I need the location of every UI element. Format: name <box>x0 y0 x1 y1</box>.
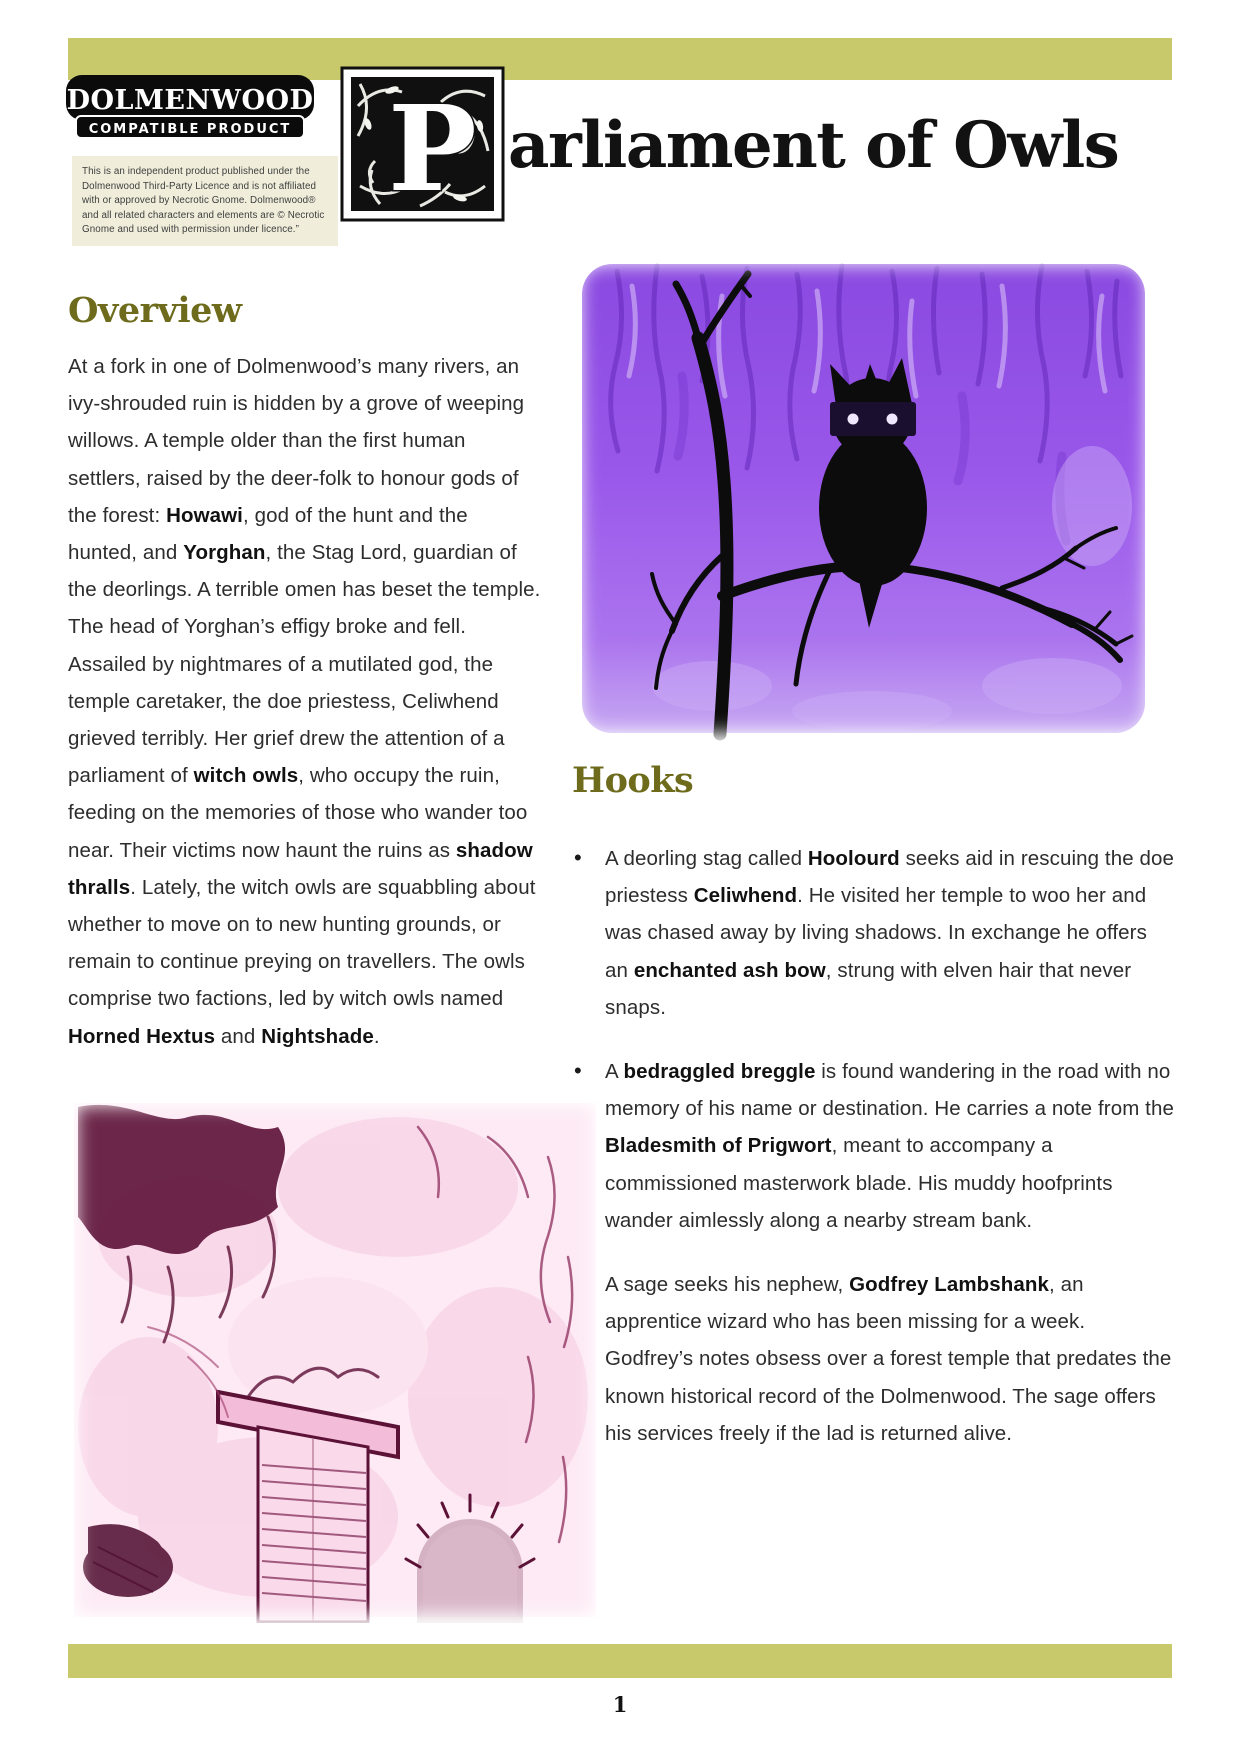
page-title: arliament of Owls <box>508 108 1119 183</box>
owl-eye-right <box>887 414 898 425</box>
list-item: • A sage seeks his nephew, Godfrey Lambshank, an apprentice wizard who has been missing for a week. Godfrey’s notes obsess over a forest temple that predates the known historical record of the Dolmenwood. The sage offers his services freely if the lad is returned alive. <box>572 1266 1174 1452</box>
dolmenwood-logo-graphic <box>66 74 314 142</box>
logo-title-text: DOLMENWOOD <box>66 85 314 116</box>
dropcap-p-graphic <box>340 66 505 222</box>
dropcap-letter: P <box>388 79 477 218</box>
hooks-heading: Hooks <box>572 760 694 801</box>
list-item: • A deorling stag called Hoolourd seeks aid in rescuing the doe priestess Celiwhend. He visited her temple to woo her and was chased away by living shadows. In exchange he offers an enchanted ash bow, strung with elven hair that never snaps. <box>572 840 1174 1026</box>
ruins-illustration-graphic <box>68 1097 602 1623</box>
bottom-accent-bar <box>68 1644 1172 1678</box>
page-number: 1 <box>612 1692 628 1717</box>
owl-illustration <box>572 256 1155 741</box>
owl-illustration-graphic <box>572 256 1155 741</box>
hooks-list <box>572 840 1174 1479</box>
dolmenwood-logo <box>66 74 314 142</box>
ruins-illustration <box>68 1097 602 1623</box>
legal-notice-box <box>72 156 338 246</box>
overview-heading: Overview <box>68 290 242 331</box>
legal-notice-text: This is an independent product published under the Dolmenwood Third-Party Licence and is not affiliated with or approved by Necrotic Gnome. Dolmenwood® and all related characters and elements are © Necrotic Gnome and used with permission under licence.” <box>82 166 325 236</box>
owl-eye-left <box>848 414 859 425</box>
overview-paragraph: At a fork in one of Dolmenwood’s many rivers, an ivy-shrouded ruin is hidden by a grove of weeping willows. A temple older than the first human settlers, raised by the deer-folk to honour gods of the forest: Howawi, god of the hunt and the hunted, and Yorghan, the Stag Lord, guardian of the deorlings. A terrible omen has beset the temple. The head of Yorghan’s effigy broke and fell. Assailed by nightmares of a mutilated god, the temple caretaker, the doe priestess, Celiwhend grieved terribly. Her grief drew the attention of a parliament of witch owls, who occupy the ruin, feeding on the memories of those who wander too near. Their victims now haunt the ruins as shadow thralls. Lately, the witch owls are squabbling about whether to move on to new hunting grounds, or remain to continue preying on travellers. The owls comprise two factions, led by witch owls named Horned Hextus and Nightshade. <box>68 355 541 1048</box>
dropcap-ornament <box>340 66 505 222</box>
list-item: • A bedraggled breggle is found wandering in the road with no memory of his name or destination. He carries a note from the Bladesmith of Prigwort, meant to accompany a commissioned masterwork blade. His muddy hoofprints wander aimlessly along a nearby stream bank. <box>572 1053 1174 1239</box>
logo-subtitle-text: COMPATIBLE PRODUCT <box>88 122 292 137</box>
